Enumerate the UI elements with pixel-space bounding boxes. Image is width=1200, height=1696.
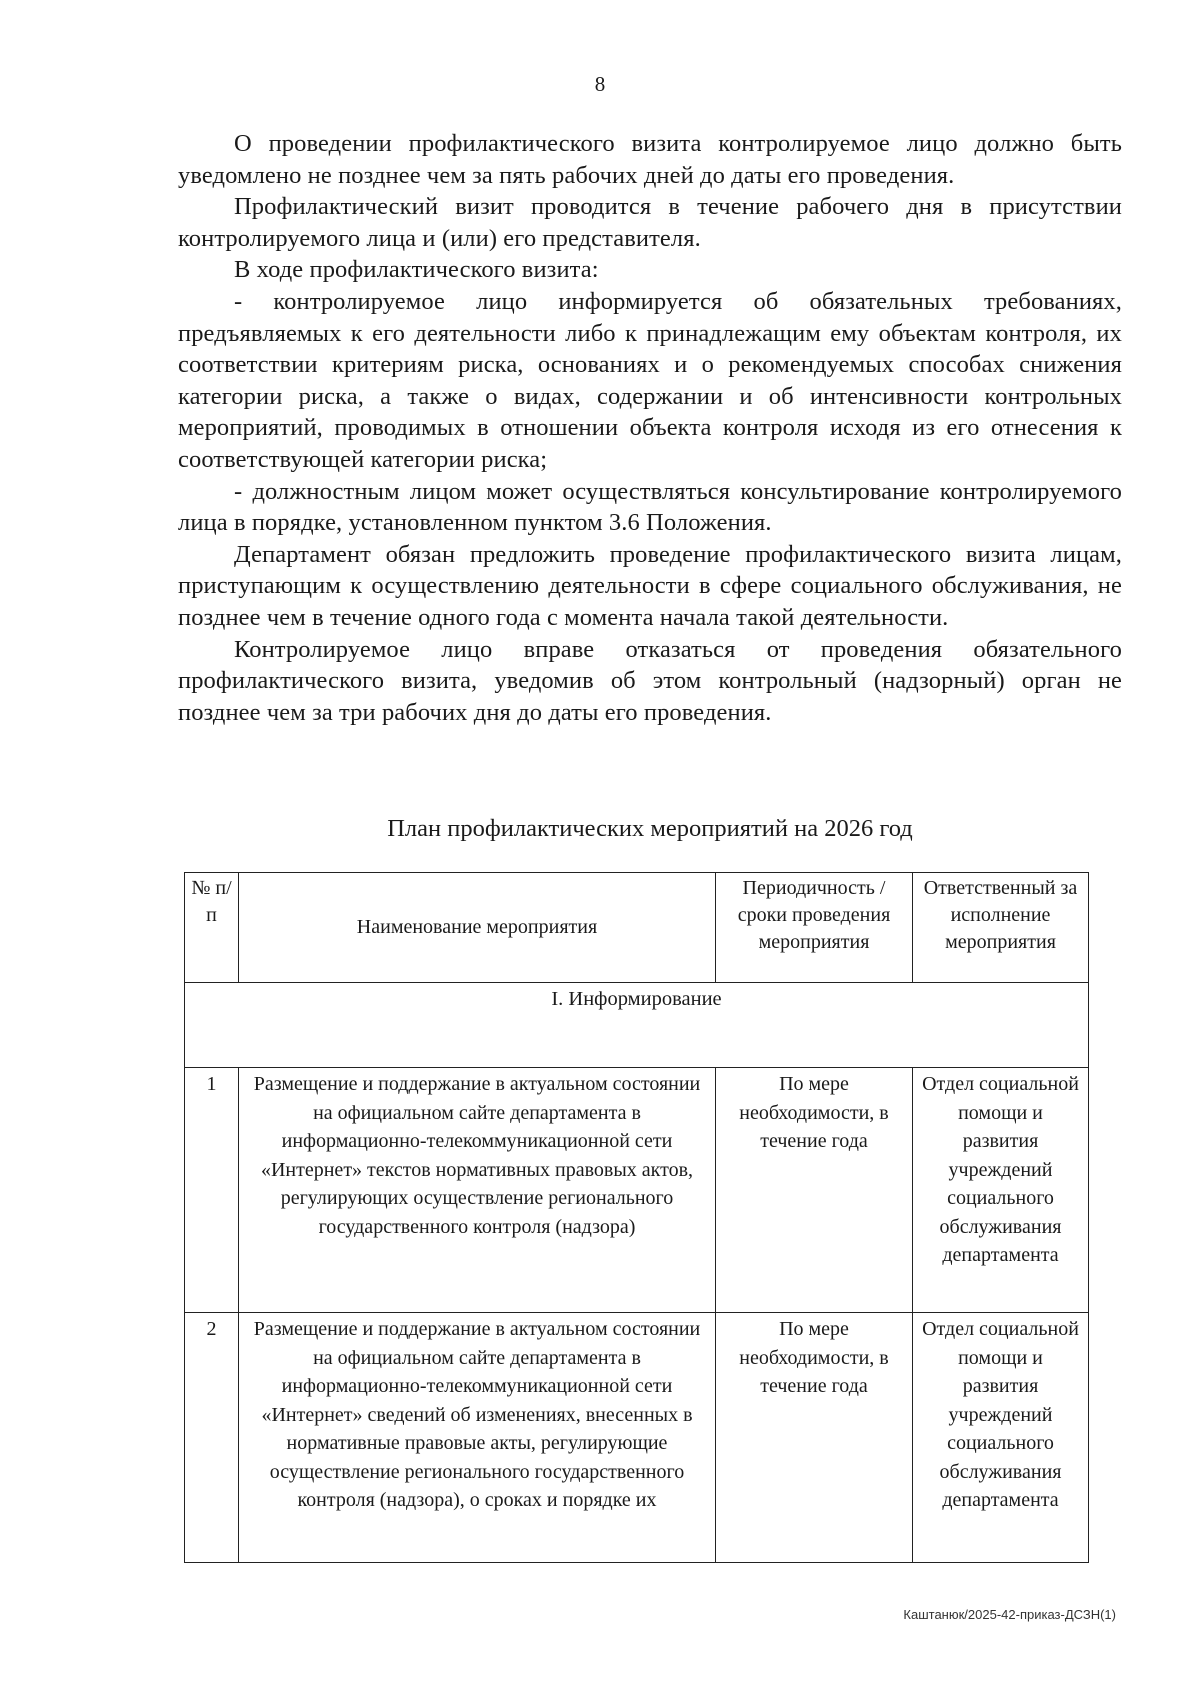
table-header-row xyxy=(185,873,1089,983)
row-name: Размещение и поддержание в актуальном состоянии на официальном сайте департамента в информационно-телекоммуникационной сети «Интернет» текстов нормативных правовых актов, регулирующих осуществление регионального государственного контроля (надзора) xyxy=(239,1068,716,1313)
row-responsible: Отдел социальной помощи и развития учреждений социального обслуживания департамента xyxy=(913,1068,1089,1313)
paragraph: О проведении профилактического визита контролируемое лицо должно быть уведомлено не позднее чем за пять рабочих дней до даты его проведения. xyxy=(178,130,1122,189)
header-period: Периодичность / сроки проведения мероприятия xyxy=(716,873,913,983)
section-title: I. Информирование xyxy=(185,983,1089,1068)
row-period: По мере необходимости, в течение года xyxy=(716,1313,913,1563)
header-name: Наименование мероприятия xyxy=(239,873,716,983)
plan-title: План профилактических мероприятий на 2026 год xyxy=(387,815,913,842)
paragraph: Контролируемое лицо вправе отказаться от проведения обязательного профилактического визита, уведомив об этом контрольный (надзорный) орган не позднее чем за три рабочих дня до даты его проведения. xyxy=(178,635,1122,726)
row-name: Размещение и поддержание в актуальном состоянии на официальном сайте департамента в информационно-телекоммуникационной сети «Интернет» сведений об изменениях, внесенных в нормативные правовые акты, регулирующие осуществление регионального государственного контроля (надзора), о сроках и порядке их xyxy=(239,1313,716,1563)
row-num: 2 xyxy=(185,1313,239,1563)
body-text xyxy=(178,128,1122,728)
row-responsible: Отдел социальной помощи и развития учреждений социального обслуживания департамента xyxy=(913,1313,1089,1563)
paragraph: В ходе профилактического визита: xyxy=(234,256,599,284)
header-responsible: Ответственный за исполнение мероприятия xyxy=(913,873,1089,983)
paragraph: Профилактический визит проводится в течение рабочего дня в присутствии контролируемого лица и (или) его представителя. xyxy=(178,193,1122,252)
table-section-row xyxy=(185,983,1089,1068)
page-number: 8 xyxy=(594,72,606,96)
table-row xyxy=(185,1068,1089,1313)
row-period: По мере необходимости, в течение года xyxy=(716,1068,913,1313)
document-footer: Каштанюк/2025-42-приказ-ДСЗН(1) xyxy=(903,1607,1116,1622)
paragraph: - контролируемое лицо информируется об обязательных требованиях, предъявляемых к его деятельности либо к принадлежащим ему объектам контроля, их соответствии критериям риска, основаниях и о рекомендуемых способах снижения категории риска, а также о видах, содержании и об интенсивности контрольных мероприятий, проводимых в отношении объекта контроля исходя из его отнесения к соответствующей категории риска; xyxy=(178,287,1122,473)
row-num: 1 xyxy=(185,1068,239,1313)
paragraph: - должностным лицом может осуществляться консультирование контролируемого лица в порядке, установленном пунктом 3.6 Положения. xyxy=(178,477,1122,537)
plan-table xyxy=(184,872,1089,1563)
paragraph: Департамент обязан предложить проведение профилактического визита лицам, приступающим к осуществлению деятельности в сфере социального обслуживания, не позднее чем в течение одного года с момента начала такой деятельности. xyxy=(178,540,1122,631)
table-row xyxy=(185,1313,1089,1563)
header-num: № п/п xyxy=(185,873,239,983)
